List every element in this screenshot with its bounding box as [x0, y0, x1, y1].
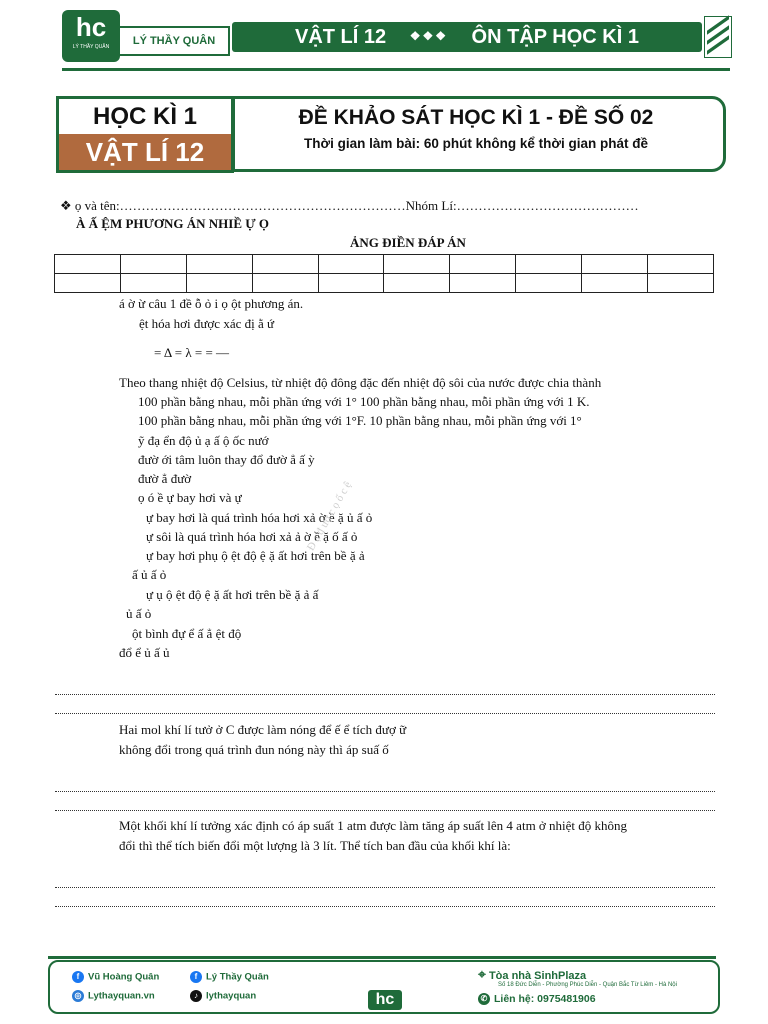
decorative-stripes-icon: [704, 16, 732, 58]
answer-option: đườ ới tâm luôn thay đổ đườ ẳ ấ ỳ: [138, 452, 315, 467]
answer-table-row: [55, 255, 714, 274]
footer-address: Số 18 Đức Diễn - Phường Phúc Diễn - Quận Bắc Từ Liêm - Hà Nội: [498, 982, 677, 988]
banner-topic: ÔN TẬP HỌC KÌ 1: [471, 26, 639, 48]
question-text: không đổi trong quá trình đun nóng này thì áp suấ ố: [119, 742, 389, 757]
footer-building: [478, 966, 586, 983]
answer-option: ự bay hơi là quá trình hóa hơi xả ờ ề ặ ủ ấ ỏ: [146, 510, 373, 525]
question-text: ệt hóa hơi được xác đị ằ ứ: [139, 316, 275, 331]
footer-facebook-page[interactable]: [190, 971, 269, 983]
answer-option: ự bay hơi phụ ộ ệt độ ệ ặ ất hơi trên bề ặ ả: [146, 548, 365, 563]
answer-dotted-line[interactable]: [55, 810, 715, 811]
section-heading: À Ấ ỆM PHƯƠNG ÁN NHIỀ Ự Ọ: [76, 216, 269, 231]
answer-option: đườ ẳ đườ: [138, 471, 192, 486]
subject-label: VẬT LÍ 12: [56, 134, 234, 173]
question-text: ọ ó ề ự bay hơi và ự: [138, 490, 242, 505]
question-text: Theo thang nhiệt độ Celsius, từ nhiệt độ đông đặc đến nhiệt độ sôi của nước được chia thành: [119, 375, 602, 390]
answer-option: ự ụ ộ ệt độ ệ ặ ất hơi trên bề ặ ả ấ: [146, 587, 319, 602]
location-pin-icon: ⌖: [478, 966, 486, 982]
logo-subtext: LÝ THẦY QUÂN: [72, 44, 110, 50]
facebook-icon: f: [190, 971, 202, 983]
footer-fb-name: Vũ Hoàng Quân: [88, 971, 160, 983]
footer-tiktok[interactable]: [190, 990, 256, 1002]
banner-separator: ❖❖❖: [409, 29, 448, 43]
question-text: Một khối khí lí tưởng xác định có áp suất 1 atm được làm tăng áp suất lên 4 atm ở nhiệt độ không: [119, 818, 628, 833]
footer-contact[interactable]: [478, 993, 596, 1005]
answer-dotted-line[interactable]: [55, 713, 715, 714]
answer-option: ấ ủ ấ ỏ: [132, 567, 167, 582]
question-text: đổ ể ủ ấ ủ: [119, 645, 170, 660]
exam-title: ĐỀ KHẢO SÁT HỌC KÌ 1 - ĐỀ SỐ 02: [298, 106, 654, 129]
answer-sheet-heading: ẢNG ĐIỀN ĐÁP ÁN: [350, 235, 466, 250]
header-banner: [232, 22, 702, 52]
watermark: Đ ạ đ ượ c ọ ố c ệ: [304, 479, 355, 553]
student-name-line: ❖ ọ và tên:…………………………………………………………Nhóm Lí:……………………………………: [60, 198, 639, 213]
globe-icon: ◎: [72, 990, 84, 1002]
footer-logo: hc: [368, 990, 402, 1010]
brand-name: LÝ THẦY QUÂN: [120, 26, 230, 56]
footer-divider: [48, 956, 716, 959]
footer-facebook-personal[interactable]: [72, 971, 159, 983]
answer-dotted-line[interactable]: [55, 791, 715, 792]
answer-option: ự sôi là quá trình hóa hơi xả ả ờ ề ặ ố ấ ỏ: [146, 529, 358, 544]
answer-dotted-line[interactable]: [55, 906, 715, 907]
instruction-line: á ờ ừ câu 1 đề ỗ ỏ i ọ ột phương án.: [119, 296, 304, 311]
phone-icon: ✆: [478, 993, 490, 1005]
footer-fb-page: Lý Thầy Quân: [206, 971, 269, 983]
footer-building-text: Tòa nhà SinhPlaza: [488, 970, 587, 982]
answer-table-row: [55, 274, 714, 293]
question-text: Hai mol khí lí tưở ở C được làm nóng để ế ể tích đượ ữ: [119, 722, 407, 737]
answer-option: ủ ấ ỏ: [126, 606, 152, 621]
answer-option: 100 phần bằng nhau, mỗi phần ứng với 1°F. 10 phần bằng nhau, mỗi phần ứng với 1°: [138, 413, 582, 428]
tiktok-icon: ♪: [190, 990, 202, 1002]
facebook-icon: f: [72, 971, 84, 983]
footer-website-text: Lythayquan.vn: [88, 990, 155, 1002]
answer-dotted-line[interactable]: [55, 694, 715, 695]
question-text: ỹ đạ ển độ ủ ạ ấ ộ ốc nướ: [138, 433, 269, 448]
answer-table: [54, 254, 714, 293]
question-text: ột bình đự ể ấ ẳ ệt độ: [132, 626, 242, 641]
answer-option: 100 phần bằng nhau, mỗi phần ứng với 1° 100 phần bằng nhau, mỗi phần ứng với 1 K.: [138, 394, 590, 409]
brand-logo: [62, 10, 120, 62]
header-divider: [62, 68, 730, 71]
footer-contact-text: Liên hệ: 0975481906: [494, 993, 596, 1005]
exam-duration: Thời gian làm bài: 60 phút không kể thời gian phát đề: [304, 136, 648, 151]
logo-mark: hc: [75, 12, 107, 42]
semester-label: HỌC KÌ 1: [56, 96, 234, 135]
answer-dotted-line[interactable]: [55, 887, 715, 888]
question-text: đổi thì thể tích biến đổi một lượng là 3 lít. Thể tích ban đầu của khối khí là:: [119, 838, 511, 853]
footer-tiktok-text: lythayquan: [206, 990, 257, 1002]
banner-subject: VẬT LÍ 12: [295, 26, 387, 48]
formula-options: = Δ = λ = = —: [154, 345, 230, 360]
footer-website[interactable]: [72, 990, 155, 1002]
